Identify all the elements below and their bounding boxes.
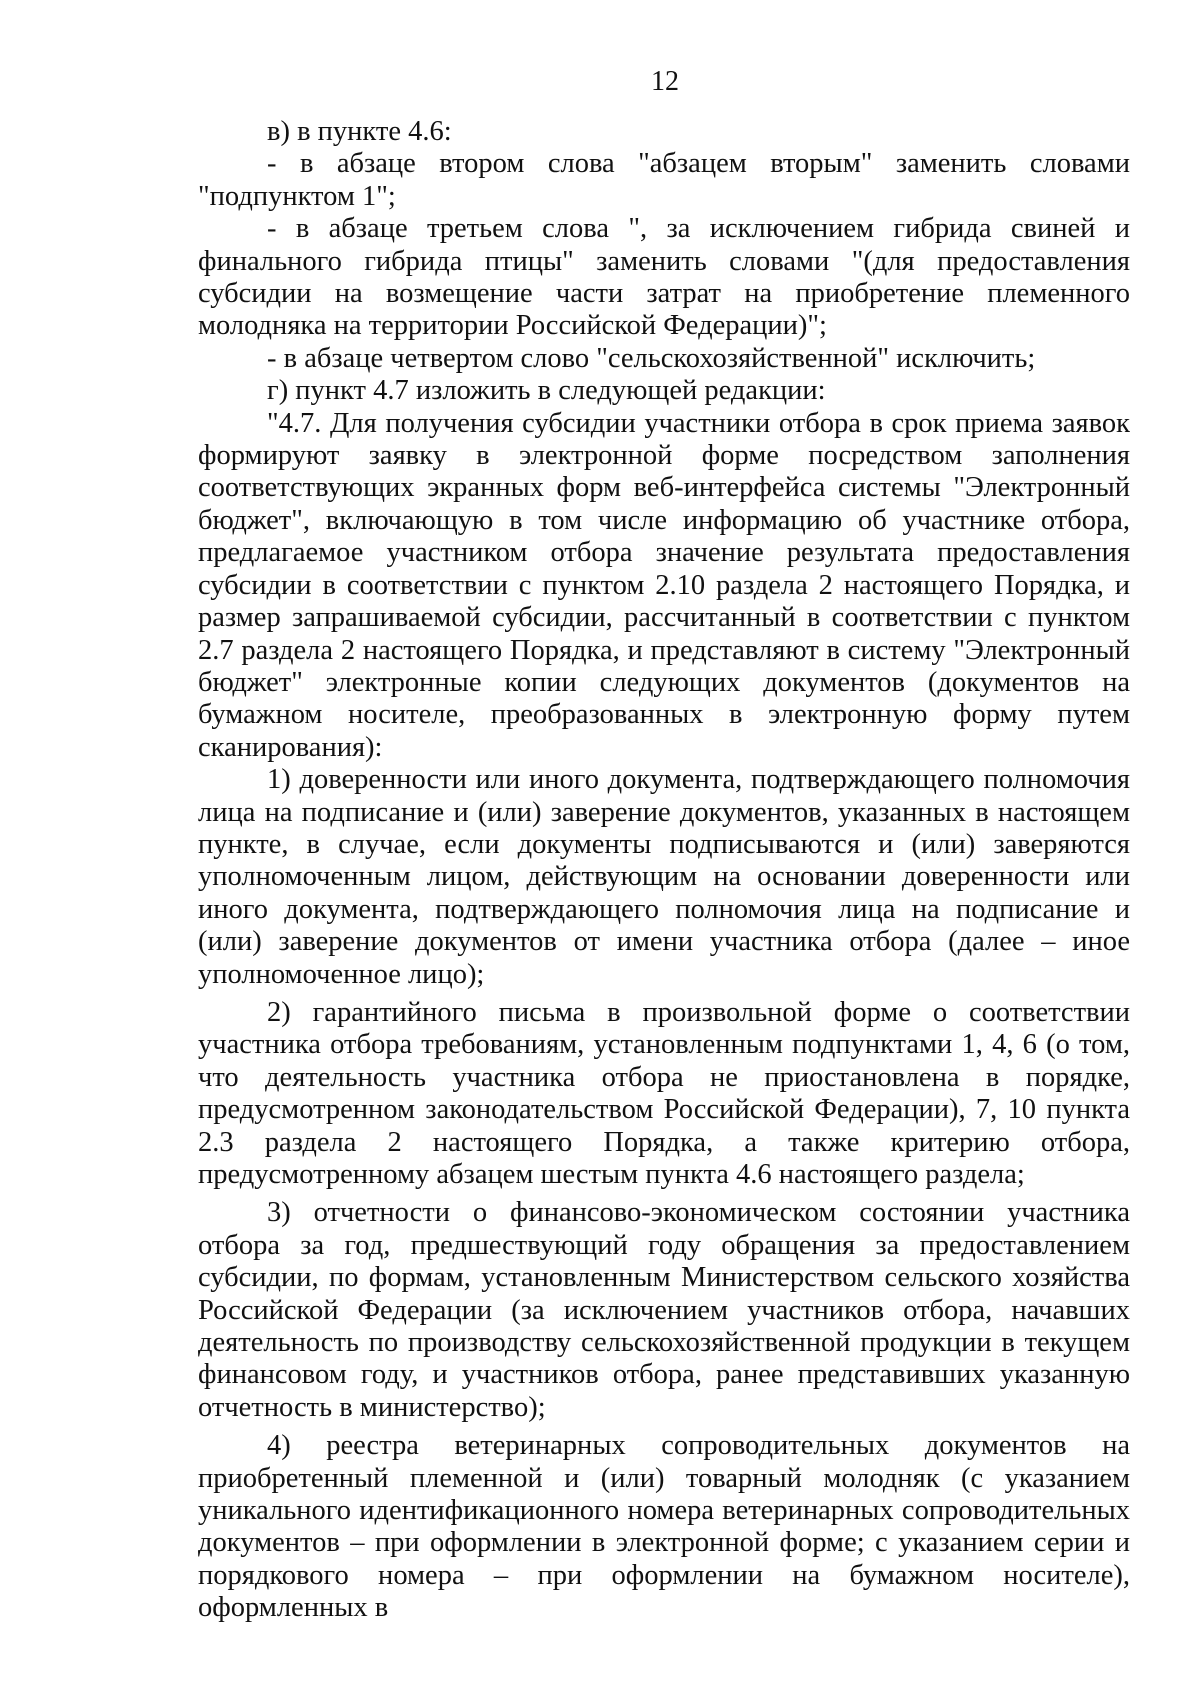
paragraph-list-item-1: 1) доверенности или иного документа, подтверждающего полномочия лица на подписание и (или) заверение документов, указанных в настоящем пункте, в случае, если документы подписываются и (или) заверяются уполномоченным лицом, действующим на основании доверенности или иного документа, подтверждающего полномочия лица на подписание и (или) заверение документов от имени участника отбора (далее – иное уполномоченное лицо); — [198, 764, 1130, 990]
paragraph-fourth-abzac: - в абзаце четвертом слово "сельскохозяйственной" исключить; — [267, 342, 1036, 374]
paragraph-item-g: г) пункт 4.7 изложить в следующей редакции: — [267, 375, 826, 407]
paragraph-list-item-4: 4) реестра ветеринарных сопроводительных документов на приобретенный племенной и (или) товарный молодняк (с указанием уникального идентификационного номера ветеринарных сопроводительных документов – при оформлении в электронной форме; с указанием серии и порядкового номера – при оформлении на бумажном носителе), оформленных в — [198, 1430, 1130, 1624]
paragraph-third-abzac: - в абзаце третьем слова ", за исключением гибрида свиней и финального гибрида птицы" заменить словами "(для предоставления субсидии на возмещение части затрат на приобретение племенного молодняка на территории Российской Федерации)"; — [198, 213, 1130, 342]
paragraph-list-item-3: 3) отчетности о финансово-экономическом состоянии участника отбора за год, предшествующий году обращения за предоставлением субсидии, по формам, установленным Министерством сельского хозяйства Российской Федерации (за исключением участников отбора, начавших деятельность по производству сельскохозяйственной продукции в текущем финансовом году, и участников отбора, ранее представивших указанную отчетность в министерство); — [198, 1197, 1130, 1423]
paragraph-item-v: в) в пункте 4.6: — [267, 116, 452, 147]
page-number: 12 — [651, 66, 679, 97]
paragraph-section-4-7: "4.7. Для получения субсидии участники отбора в срок приема заявок формируют заявку в электронной форме посредством заполнения соответствующих экранных форм веб-интерфейса системы "Электронный бюджет", включающую в том числе информацию об участнике отбора, предлагаемое участником отбора значение результата предоставления субсидии в соответствии с пунктом 2.10 раздела 2 настоящего Порядка, и размер запрашиваемой субсидии, рассчитанный в соответствии с пунктом 2.7 раздела 2 настоящего Порядка, и представляют в систему "Электронный бюджет" электронные копии следующих документов (документов на бумажном носителе, преобразованных в электронную форму путем сканирования): — [198, 407, 1130, 763]
document-body — [198, 116, 1130, 1625]
paragraph-second-abzac: - в абзаце втором слова "абзацем вторым" заменить словами "подпунктом 1"; — [198, 148, 1130, 212]
paragraph-list-item-2: 2) гарантийного письма в произвольной форме о соответствии участника отбора требованиям, установленным подпунктами 1, 4, 6 (о том, что деятельность участника отбора не приостановлена в порядке, предусмотренном законодательством Российской Федерации), 7, 10 пункта 2.3 раздела 2 настоящего Порядка, а также критерию отбора, предусмотренному абзацем шестым пункта 4.6 настоящего раздела; — [198, 996, 1130, 1190]
